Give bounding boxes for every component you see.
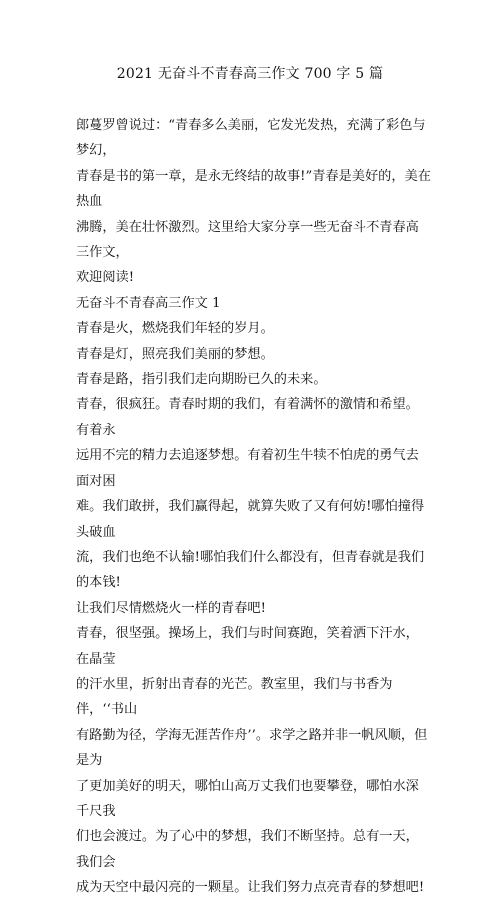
text-line: 青春是路，指引我们走向期盼已久的未来。 <box>76 372 327 388</box>
text-line: 了更加美好的明天，哪怕山高万丈我们也要攀登，哪怕水深千尺我 <box>76 778 419 819</box>
section-heading: 无奋斗不青春高三作文 1 <box>76 295 221 311</box>
text-line: 流，我们也绝不认输!哪怕我们什么都没有，但青春就是我们的本钱! <box>76 549 425 591</box>
text-line: 青春，很坚强。操场上，我们与时间赛跑，笑着洒下汗水，在晶莹 <box>76 626 419 667</box>
text-line: 成为天空中最闪亮的一颗星。让我们努力点亮青春的梦想吧! <box>76 880 425 896</box>
document-title: 2021 无奋斗不青春高三作文 700 字 5 篇 <box>116 66 384 82</box>
text-line: 欢迎阅读! <box>76 270 135 286</box>
document-body <box>76 113 432 901</box>
text-line: 远用不完的精力去追逐梦想。有着初生牛犊不怕虎的勇气去面对困 <box>76 448 419 489</box>
text-line: 青春是火，燃烧我们年轻的岁月。 <box>76 321 274 337</box>
text-line: 沸腾，美在壮怀激烈。这里给大家分享一些无奋斗不青春高三作文， <box>76 219 419 261</box>
text-line: 青春是书的第一章，是永无终结的故事!”青春是美好的，美在热血 <box>76 168 431 210</box>
text-line: 的汗水里，折射出青春的光芒。教室里，我们与书香为伴，‘‘书山 <box>76 676 393 718</box>
text-line: 难。我们敢拼，我们赢得起，就算失败了又有何妨!哪怕撞得头破血 <box>76 499 425 540</box>
text-line: 青春，很疯狂。青春时期的我们，有着满怀的激情和希望。有着永 <box>76 397 419 438</box>
text-line: 郎蔓罗曾说过：“青春多么美丽，它发光发热，充满了彩色与梦幻， <box>76 118 426 159</box>
text-line: 青春是灯，照亮我们美丽的梦想。 <box>76 346 274 362</box>
text-line: 让我们尽情燃烧火一样的青春吧! <box>76 600 266 616</box>
text-line: 有路勤为径，学海无涯苦作舟’’。求学之路并非一帆风顺，但是为 <box>76 727 428 769</box>
text-line: 们也会渡过。为了心中的梦想，我们不断坚持。总有一天，我们会 <box>76 829 419 870</box>
